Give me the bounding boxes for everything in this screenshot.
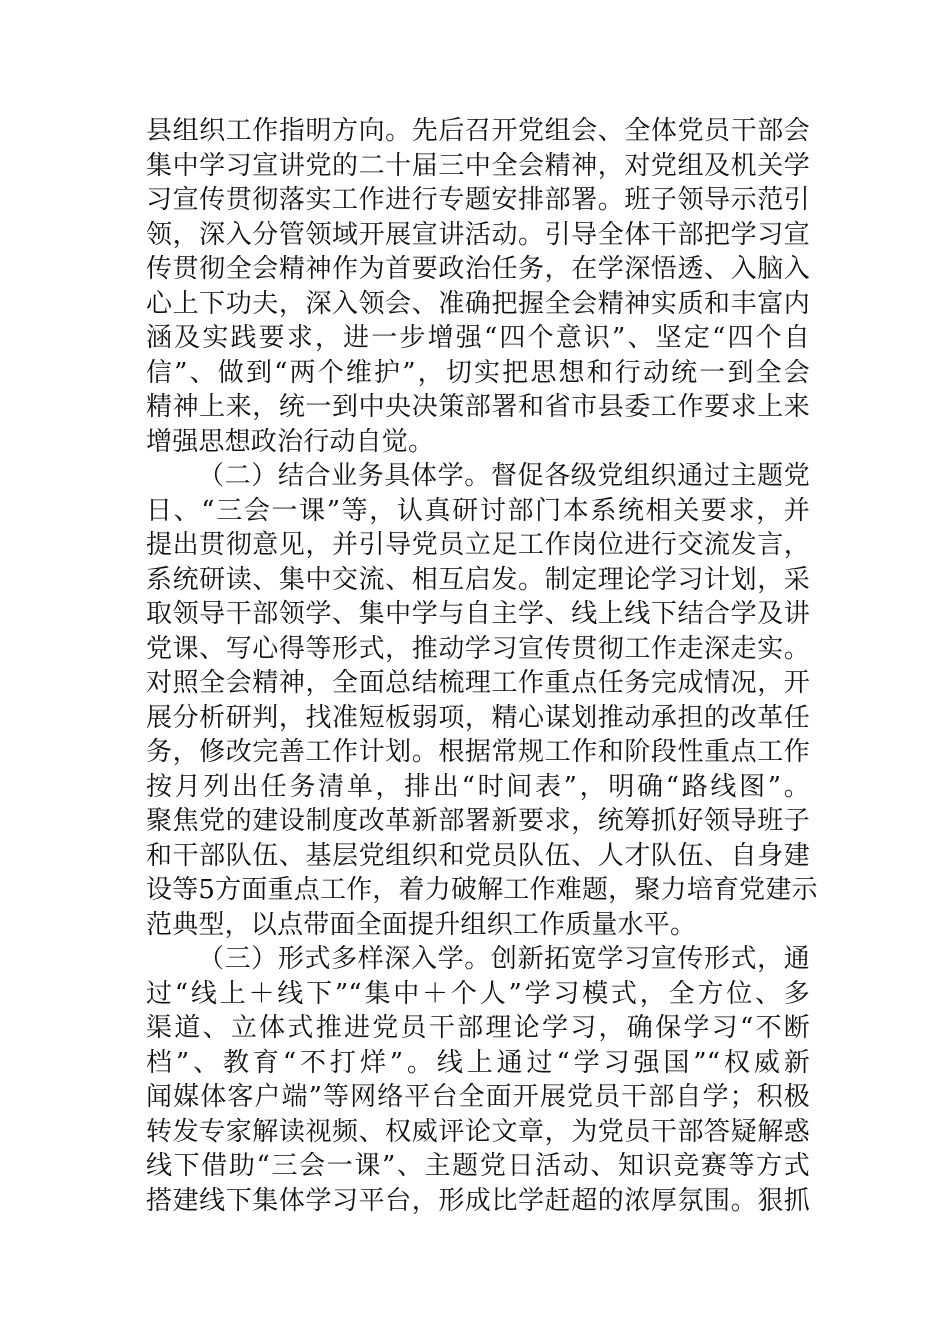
text-line: 和干部队伍、基层党组织和党员队伍、人才队伍、自身建 — [146, 840, 810, 871]
text-line: 按月列出任务清单，排出“时间表”，明确“路线图”。 — [146, 771, 810, 802]
text-line: 档”、教育“不打烊”。线上通过“学习强国”“权威新 — [146, 1047, 810, 1078]
text-line: 范典型，以点带面全面提升组织工作质量水平。 — [146, 909, 697, 940]
text-line: 信”、做到“两个维护”，切实把思想和行动统一到全会 — [146, 357, 810, 388]
text-line: 取领导干部领学、集中学与自主学、线上线下结合学及讲 — [146, 599, 810, 629]
section-heading-line: （二）结合业务具体学。督促各级党组织通过主题党 — [198, 461, 810, 491]
document-body — [146, 114, 818, 1218]
text-line: 转发专家解读视频、权威评论文章，为党员干部答疑解惑 — [146, 1116, 810, 1147]
section-heading-line: （三）形式多样深入学。创新拓宽学习宣传形式，通 — [198, 944, 810, 974]
text-line: 线下借助“三会一课”、主题党日活动、知识竞赛等方式 — [146, 1151, 810, 1181]
text-line: 涵及实践要求，进一步增强“四个意识”、坚定“四个自 — [146, 323, 810, 353]
text-line: 增强思想政治行动自觉。 — [146, 426, 435, 457]
text-line: 聚焦党的建设制度改革新部署新要求，统筹抓好领导班子 — [146, 806, 810, 836]
text-line: 提出贯彻意见，并引导党员立足工作岗位进行交流发言， — [146, 530, 810, 560]
text-line: 日、“三会一课”等，认真研讨部门本系统相关要求，并 — [146, 495, 810, 526]
text-line: 领，深入分管领域开展宣讲活动。引导全体干部把学习宣 — [146, 219, 810, 250]
text-line: 县组织工作指明方向。先后召开党组会、全体党员干部会 — [146, 116, 810, 146]
text-line: 过“线上＋线下”“集中＋个人”学习模式，全方位、多 — [146, 978, 810, 1009]
text-line: 设等5方面重点工作，着力破解工作难题，聚力培育党建示 — [146, 875, 818, 905]
text-line: 务，修改完善工作计划。根据常规工作和阶段性重点工作 — [146, 737, 810, 767]
text-line: 展分析研判，找准短板弱项，精心谋划推动承担的改革任 — [146, 702, 810, 733]
text-line: 闻媒体客户端”等网络平台全面开展党员干部自学；积极 — [146, 1082, 810, 1112]
text-line: 渠道、立体式推进党员干部理论学习，确保学习“不断 — [146, 1013, 810, 1043]
text-line: 习宣传贯彻落实工作进行专题安排部署。班子领导示范引 — [146, 185, 810, 215]
text-line: 心上下功夫，深入领会、准确把握全会精神实质和丰富内 — [146, 288, 810, 319]
text-line: 集中学习宣讲党的二十届三中全会精神，对党组及机关学 — [146, 150, 810, 181]
text-line: 党课、写心得等形式，推动学习宣传贯彻工作走深走实。 — [146, 633, 810, 664]
text-line: 对照全会精神，全面总结梳理工作重点任务完成情况，开 — [146, 668, 810, 698]
text-line: 精神上来，统一到中央决策部署和省市县委工作要求上来 — [146, 392, 810, 422]
text-line: 系统研读、集中交流、相互启发。制定理论学习计划，采 — [146, 564, 810, 595]
text-line: 传贯彻全会精神作为首要政治任务，在学深悟透、入脑入 — [146, 254, 810, 284]
text-line: 搭建线下集体学习平台，形成比学赶超的浓厚氛围。狠抓 — [146, 1185, 810, 1216]
